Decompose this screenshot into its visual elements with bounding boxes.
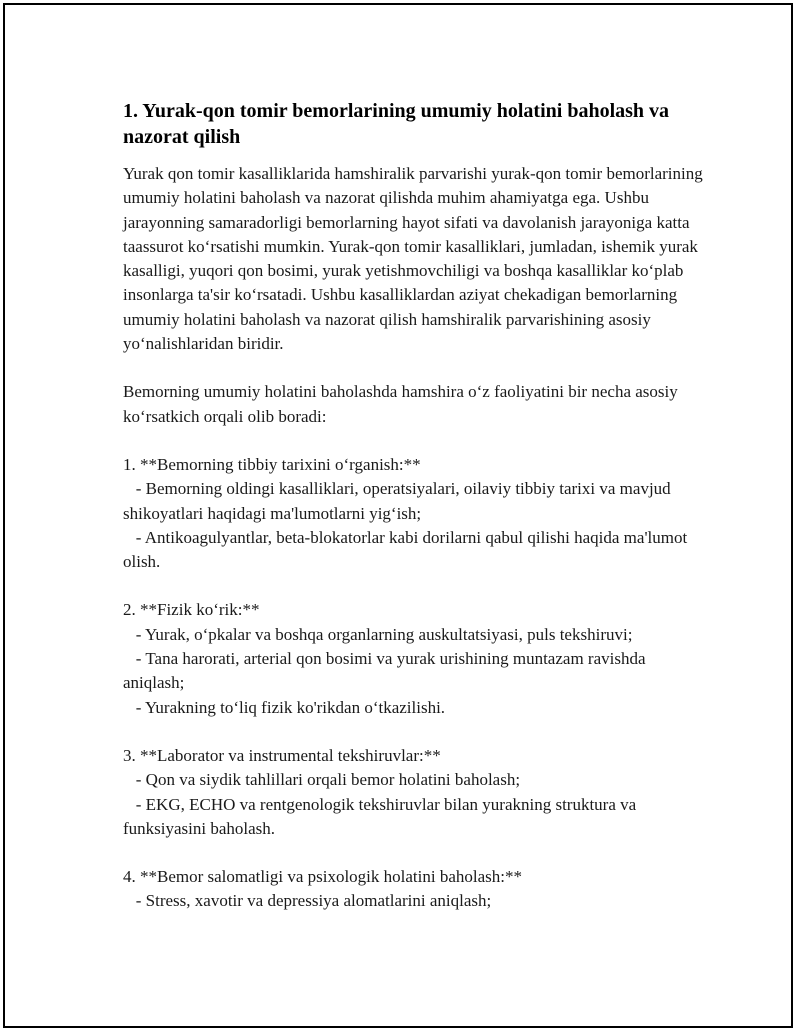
paragraph-gap — [123, 574, 703, 598]
list-section-title: 4. **Bemor salomatligi va psixologik holatini baholash:** — [123, 867, 522, 887]
page-frame — [3, 3, 793, 1028]
paragraph-gap — [123, 356, 703, 380]
paragraph-gap — [123, 841, 703, 865]
list-section-title: 1. **Bemorning tibbiy tarixini o‘rganish:** — [123, 454, 421, 474]
list-section-history — [123, 453, 703, 574]
list-section-physical-exam — [123, 598, 703, 719]
list-item: - Bemorning oldingi kasalliklari, operatsiyalari, oilaviy tibbiy tarixi va mavjud shikoyatlari haqidagi ma'lumotlarni yig‘ish; — [123, 479, 675, 523]
list-section-title: 2. **Fizik ko‘rik:** — [123, 600, 260, 620]
list-item: - Tana harorati, arterial qon bosimi va yurak urishining muntazam ravishda aniqlash; — [123, 649, 650, 693]
list-item: - Yurak, o‘pkalar va boshqa organlarning auskultatsiyasi, puls tekshiruvi; — [123, 624, 633, 644]
section-heading: 1. Yurak-qon tomir bemorlarining umumiy holatini baholash va nazorat qilish — [123, 100, 670, 148]
paragraph-gap — [123, 720, 703, 744]
document-body — [123, 98, 707, 914]
list-section-title: 3. **Laborator va instrumental tekshiruvlar:** — [123, 745, 441, 765]
intro-paragraph: Yurak qon tomir kasalliklarida hamshiralik parvarishi yurak-qon tomir bemorlarining umumiy holatini baholash va nazorat qilishda muhim ahamiyatga ega. Ushbu jarayonning samaradorligi bemorlarning hayot sifati va davolanish jarayoniga katta taassurot ko‘rsatishi mumkin. Yurak-qon tomir kasalliklari, jumladan, ishemik yurak kasalligi, yuqori qon bosimi, yurak yetishmovchiligi va boshqa kasalliklar ko‘plab insonlarga ta'sir ko‘rsatadi. Ushbu kasalliklardan aziyat chekadigan bemorlarning umumiy holatini baholash va nazorat qilish hamshiralik parvarishining asosiy yo‘nalishlaridan biridir. — [123, 164, 707, 354]
list-item: - Qon va siydik tahlillari orqali bemor holatini baholash; — [123, 770, 521, 790]
list-item: - Yurakning to‘liq fizik ko'rikdan o‘tkazilishi. — [123, 697, 446, 717]
list-item: - Stress, xavotir va depressiya alomatlarini aniqlash; — [123, 891, 492, 911]
list-item: - EKG, ECHO va rentgenologik tekshiruvlar bilan yurakning struktura va funksiyasini baholash. — [123, 794, 641, 838]
list-section-lab-tests — [123, 744, 703, 841]
list-item: - Antikoagulyantlar, beta-blokatorlar kabi dorilarni qabul qilishi haqida ma'lumot olish. — [123, 527, 692, 572]
paragraph-gap — [123, 429, 703, 453]
list-section-psychological — [123, 865, 703, 914]
assessment-intro-paragraph: Bemorning umumiy holatini baholashda hamshira o‘z faoliyatini bir necha asosiy ko‘rsatkich orqali olib boradi: — [123, 382, 682, 426]
